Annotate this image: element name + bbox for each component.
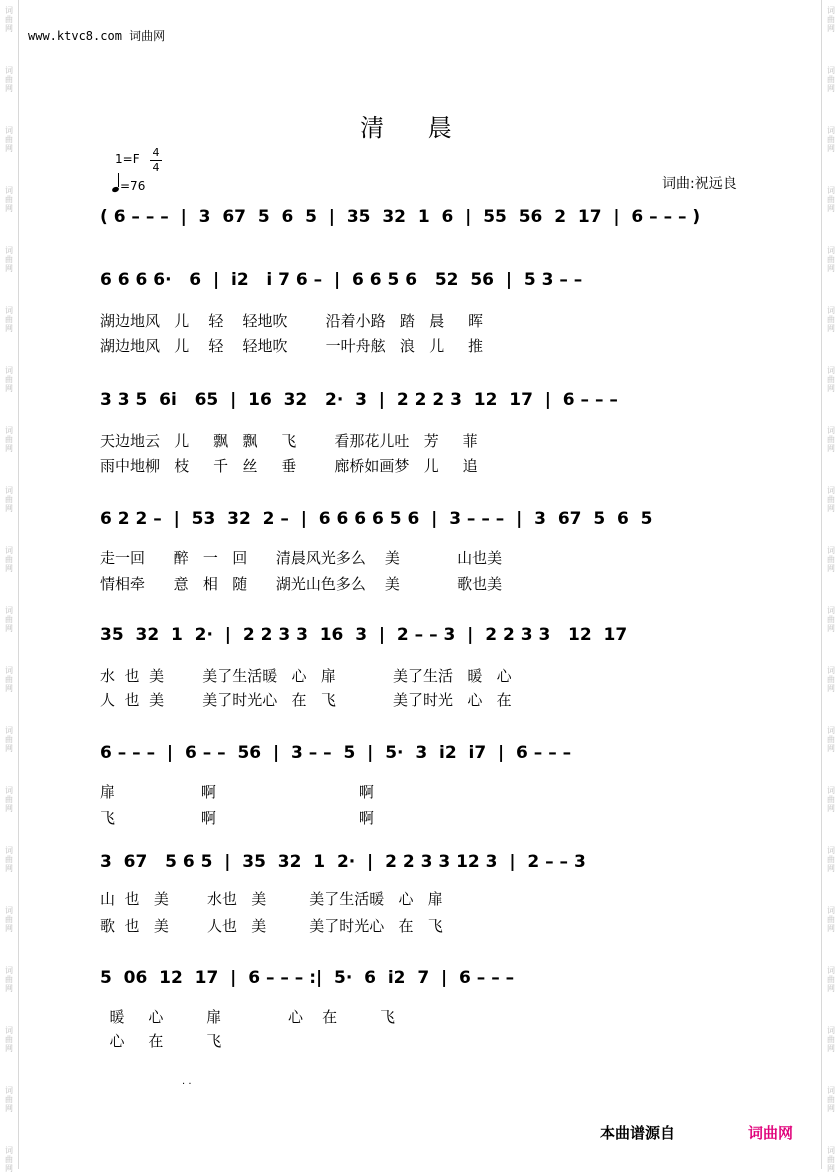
watermark-text: 词 曲 网 xyxy=(827,726,835,753)
notation-line: ( 6 – – – | 3 67 5 6 5 | 35 32 1 6 | 55 56 2 17 | 6 – – – ) xyxy=(100,207,701,227)
notation-line: 35 32 1 2· | 2 2 3 3 16 3 | 2 – – 3 | 2 2 3 3 12 17 xyxy=(100,625,628,645)
lyric-verse-2: 歌 也 美 人也 美 美了时光心 在 飞 xyxy=(100,917,443,935)
watermark-text: 词 曲 网 xyxy=(827,66,835,93)
watermark-text: 词 曲 网 xyxy=(5,1146,13,1173)
lyric-verse-1: 走一回 醉 一 回 清晨风光多么 美 山也美 xyxy=(100,549,503,567)
notation-line: 3 67 5 6 5 | 35 32 1 2· | 2 2 3 3 12 3 | 2 – – 3 xyxy=(100,852,586,872)
notation-line: 3 3 5 6i 65 | 16 32 2· 3 | 2 2 2 3 12 17 | 6 – – – xyxy=(100,390,618,410)
quarter-note-icon xyxy=(111,186,119,193)
notation-line: 6 2 2 – | 53 32 2 – | 6 6 6 6 5 6 | 3 – – – | 3 67 5 6 5 xyxy=(100,509,653,529)
watermark-text: 词 曲 网 xyxy=(5,66,13,93)
tempo-marking xyxy=(112,176,145,193)
footer-source-label: 本曲谱源自 xyxy=(600,1124,676,1142)
watermark-text: 词 曲 网 xyxy=(5,366,13,393)
watermark-text: 词 曲 网 xyxy=(827,666,835,693)
watermark-text: 词 曲 网 xyxy=(5,246,13,273)
watermark-text: 词 曲 网 xyxy=(827,1086,835,1113)
stray-dots: . . xyxy=(182,1076,192,1087)
watermark-text: 词 曲 网 xyxy=(827,966,835,993)
watermark-text: 词 曲 网 xyxy=(5,546,13,573)
watermark-text: 词 曲 网 xyxy=(5,666,13,693)
watermark-text: 词 曲 网 xyxy=(827,546,835,573)
time-signature-top: 4 xyxy=(152,146,160,159)
site-header[interactable]: www.ktvc8.com 词曲网 xyxy=(28,29,166,43)
key-signature: 1=F xyxy=(115,152,140,166)
watermark-text: 词 曲 网 xyxy=(827,306,835,333)
notation-line: 5 06 12 17 | 6 – – – :| 5· 6 i2 7 | 6 – – – xyxy=(100,968,515,988)
watermark-text: 词 曲 网 xyxy=(5,186,13,213)
notation-line: 6 6 6 6· 6 | i2 i 7 6 – | 6 6 5 6 52 56 | 5 3 – – xyxy=(100,270,583,290)
time-signature-bottom: 4 xyxy=(152,161,160,174)
watermark-text: 词 曲 网 xyxy=(5,906,13,933)
watermark-text: 词 曲 网 xyxy=(827,366,835,393)
lyric-verse-1: 扉 啊 啊 xyxy=(100,783,374,801)
tempo-value: =76 xyxy=(120,179,146,193)
watermark-text: 词 曲 网 xyxy=(827,126,835,153)
watermark-text: 词 曲 网 xyxy=(5,966,13,993)
lyric-verse-1: 湖边地风 儿 轻 轻地吹 沿着小路 踏 晨 晖 xyxy=(100,312,484,330)
watermark-text: 词 曲 网 xyxy=(5,6,13,33)
watermark-text: 词 曲 网 xyxy=(5,726,13,753)
watermark-text: 词 曲 网 xyxy=(5,1026,13,1053)
left-watermark-strip xyxy=(0,0,19,1173)
watermark-text: 词 曲 网 xyxy=(5,426,13,453)
lyric-verse-1: 山 也 美 水也 美 美了生活暖 心 扉 xyxy=(100,890,443,908)
notation-line: 6 – – – | 6 – – 56 | 3 – – 5 | 5· 3 i2 i7 | 6 – – – xyxy=(100,743,572,763)
watermark-text: 词 曲 网 xyxy=(5,1086,13,1113)
watermark-text: 词 曲 网 xyxy=(5,606,13,633)
watermark-text: 词 曲 网 xyxy=(5,126,13,153)
footer-brand-link[interactable]: 词曲网 xyxy=(748,1124,794,1142)
watermark-text: 词 曲 网 xyxy=(827,246,835,273)
watermark-text: 词 曲 网 xyxy=(5,786,13,813)
watermark-text: 词 曲 网 xyxy=(827,786,835,813)
watermark-text: 词 曲 网 xyxy=(5,486,13,513)
lyric-verse-2: 湖边地风 儿 轻 轻地吹 一叶舟舷 浪 儿 推 xyxy=(100,337,484,355)
watermark-text: 词 曲 网 xyxy=(5,306,13,333)
credits: 词曲:祝远良 xyxy=(662,176,737,192)
lyric-verse-1: 水 也 美 美了生活暖 心 扉 美了生活 暖 心 xyxy=(100,667,512,685)
watermark-text: 词 曲 网 xyxy=(827,906,835,933)
time-signature xyxy=(150,146,162,175)
lyric-verse-2: 情相牵 意 相 随 湖光山色多么 美 歌也美 xyxy=(100,575,503,593)
watermark-text: 词 曲 网 xyxy=(827,606,835,633)
watermark-text: 词 曲 网 xyxy=(827,1146,835,1173)
watermark-text: 词 曲 网 xyxy=(827,6,835,33)
right-watermark-strip xyxy=(821,0,840,1173)
lyric-verse-2: 人 也 美 美了时光心 在 飞 美了时光 心 在 xyxy=(100,691,512,709)
watermark-text: 词 曲 网 xyxy=(827,846,835,873)
watermark-text: 词 曲 网 xyxy=(827,486,835,513)
watermark-text: 词 曲 网 xyxy=(827,1026,835,1053)
lyric-verse-2: 飞 啊 啊 xyxy=(100,809,374,827)
lyric-verse-2: 心 在 飞 xyxy=(100,1032,222,1050)
watermark-text: 词 曲 网 xyxy=(827,186,835,213)
lyric-verse-2: 雨中地柳 枝 千 丝 垂 廊桥如画梦 儿 追 xyxy=(100,457,478,475)
watermark-text: 词 曲 网 xyxy=(827,426,835,453)
song-title: 清 晨 xyxy=(360,114,470,142)
watermark-text: 词 曲 网 xyxy=(5,846,13,873)
lyric-verse-1: 天边地云 儿 飘 飘 飞 看那花儿吐 芳 菲 xyxy=(100,432,478,450)
lyric-verse-1: 暖 心 扉 心 在 飞 xyxy=(100,1008,396,1026)
